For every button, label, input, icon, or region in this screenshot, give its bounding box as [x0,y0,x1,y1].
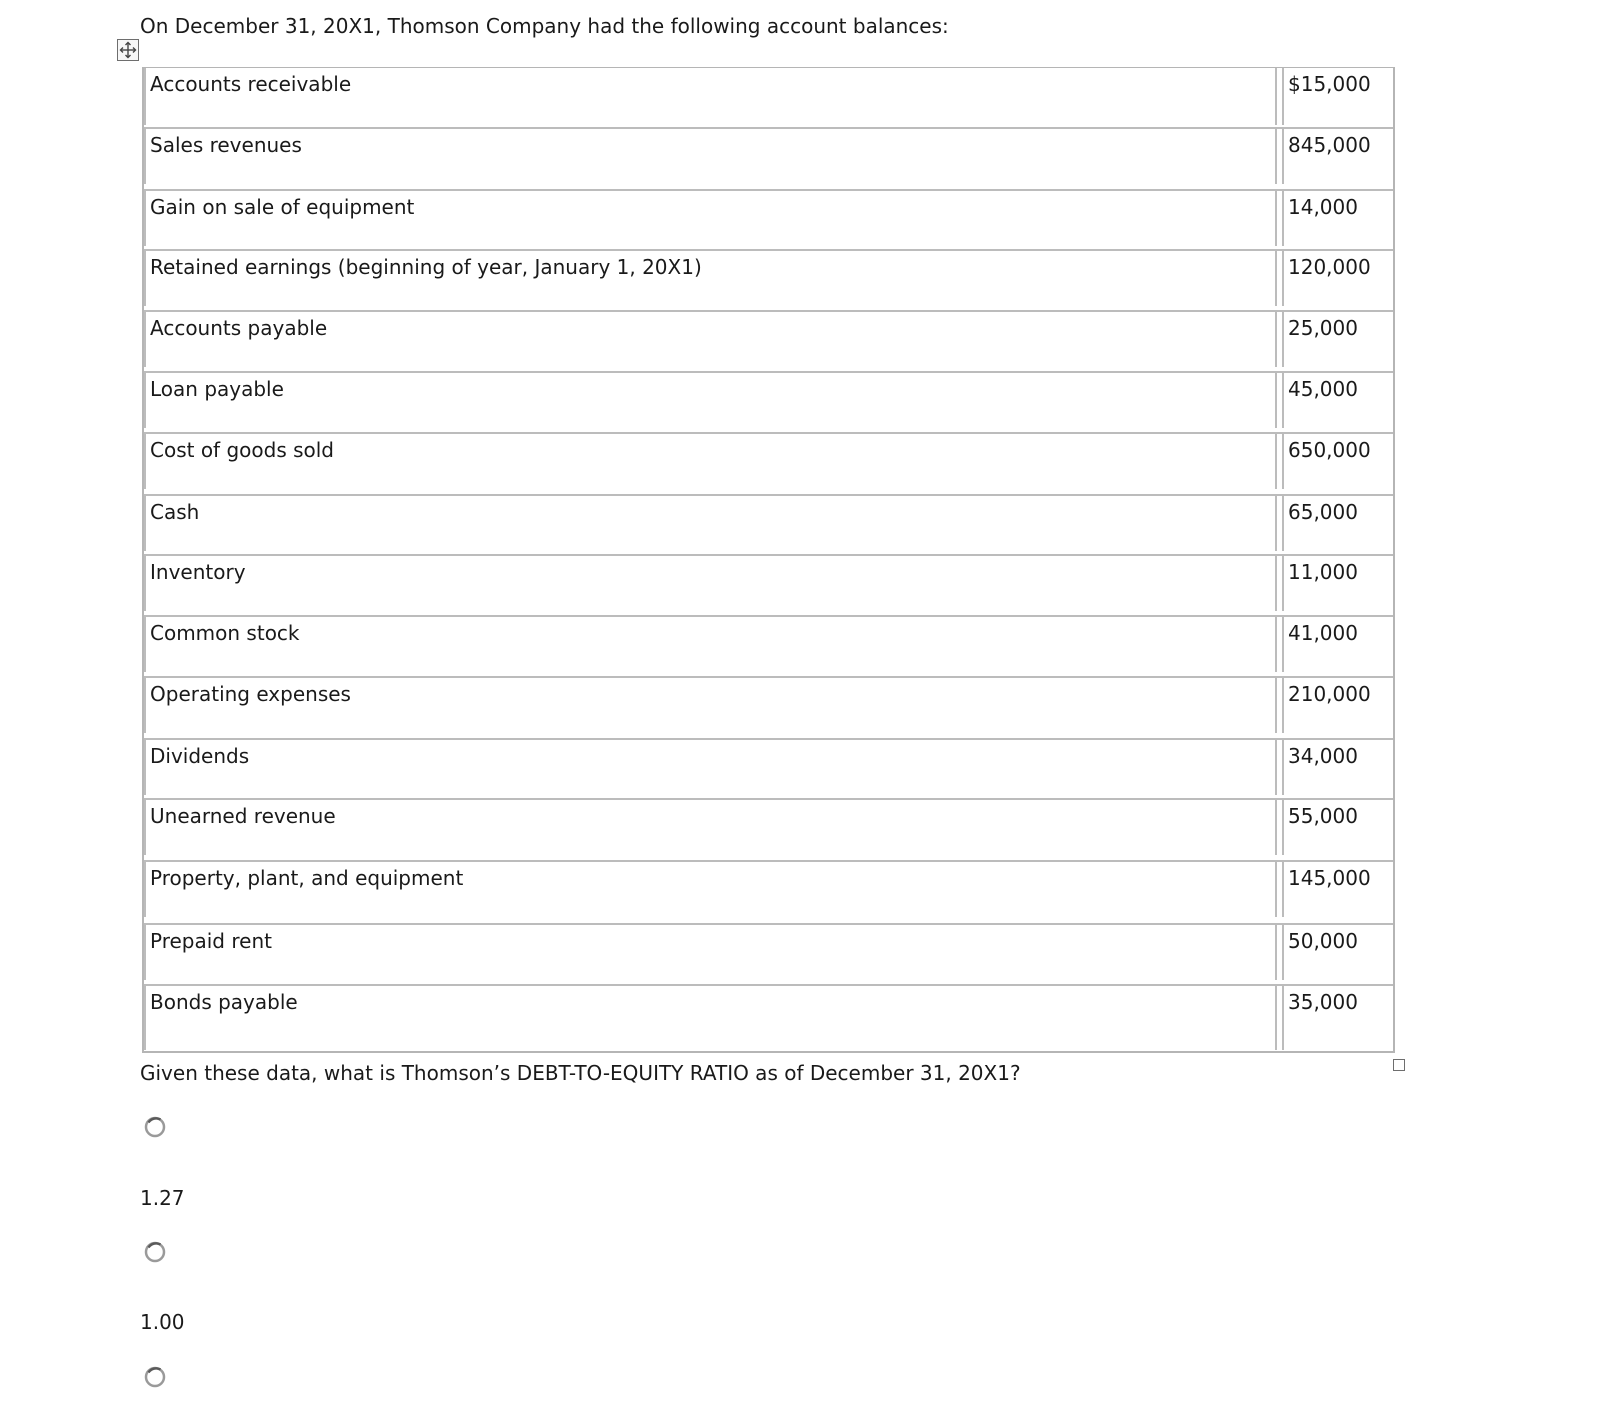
account-label: Cash [144,496,1277,551]
account-label: Cost of goods sold [144,434,1277,489]
table-row [144,189,1393,246]
account-label: Gain on sale of equipment [144,191,1277,246]
account-label: Prepaid rent [144,925,1277,980]
account-label: Sales revenues [144,129,1277,184]
table-row [144,127,1393,184]
account-value: 34,000 [1282,740,1393,795]
account-value: 25,000 [1282,312,1393,367]
account-label: Bonds payable [144,986,1277,1050]
option-2-label[interactable]: 1.00 [140,1310,185,1334]
account-label: Property, plant, and equipment [144,862,1277,917]
account-label: Dividends [144,740,1277,795]
account-value: 210,000 [1282,678,1393,733]
move-icon [119,41,137,59]
account-label: Inventory [144,556,1277,611]
account-value: 35,000 [1282,986,1393,1050]
account-value: 845,000 [1282,129,1393,184]
option-2-radio-icon[interactable] [143,1240,167,1264]
option-1-radio-icon[interactable] [143,1115,167,1139]
table-row [144,615,1393,672]
account-label: Accounts receivable [144,68,1277,125]
table-row [144,371,1393,428]
account-label: Operating expenses [144,678,1277,733]
table-row [144,738,1393,795]
table-row [144,432,1393,489]
account-value: 65,000 [1282,496,1393,551]
account-value: 41,000 [1282,617,1393,672]
account-value: 14,000 [1282,191,1393,246]
table-row [144,984,1393,1050]
table-row [144,923,1393,980]
account-value: 650,000 [1282,434,1393,489]
table-row [144,494,1393,551]
table-row [144,676,1393,733]
table-row [144,860,1393,917]
table-move-handle[interactable] [117,39,139,61]
table-resize-handle[interactable] [1393,1059,1405,1071]
account-value: 50,000 [1282,925,1393,980]
table-row [144,554,1393,611]
question-text: Given these data, what is Thomson’s DEBT-TO-EQUITY RATIO as of December 31, 20X1? [140,1061,1021,1085]
account-value: $15,000 [1282,68,1393,125]
table-row [144,249,1393,306]
account-label: Loan payable [144,373,1277,428]
account-label: Unearned revenue [144,800,1277,855]
account-label: Common stock [144,617,1277,672]
account-value: 45,000 [1282,373,1393,428]
intro-text: On December 31, 20X1, Thomson Company had the following account balances: [140,14,949,38]
account-value: 145,000 [1282,862,1393,917]
account-balances-table [142,67,1395,1053]
table-row [144,68,1393,125]
option-3-radio-icon[interactable] [143,1365,167,1389]
account-value: 120,000 [1282,251,1393,306]
account-label: Accounts payable [144,312,1277,367]
account-value: 11,000 [1282,556,1393,611]
option-1-label[interactable]: 1.27 [140,1186,185,1210]
table-row [144,798,1393,855]
table-row [144,310,1393,367]
account-value: 55,000 [1282,800,1393,855]
account-label: Retained earnings (beginning of year, January 1, 20X1) [144,251,1277,306]
